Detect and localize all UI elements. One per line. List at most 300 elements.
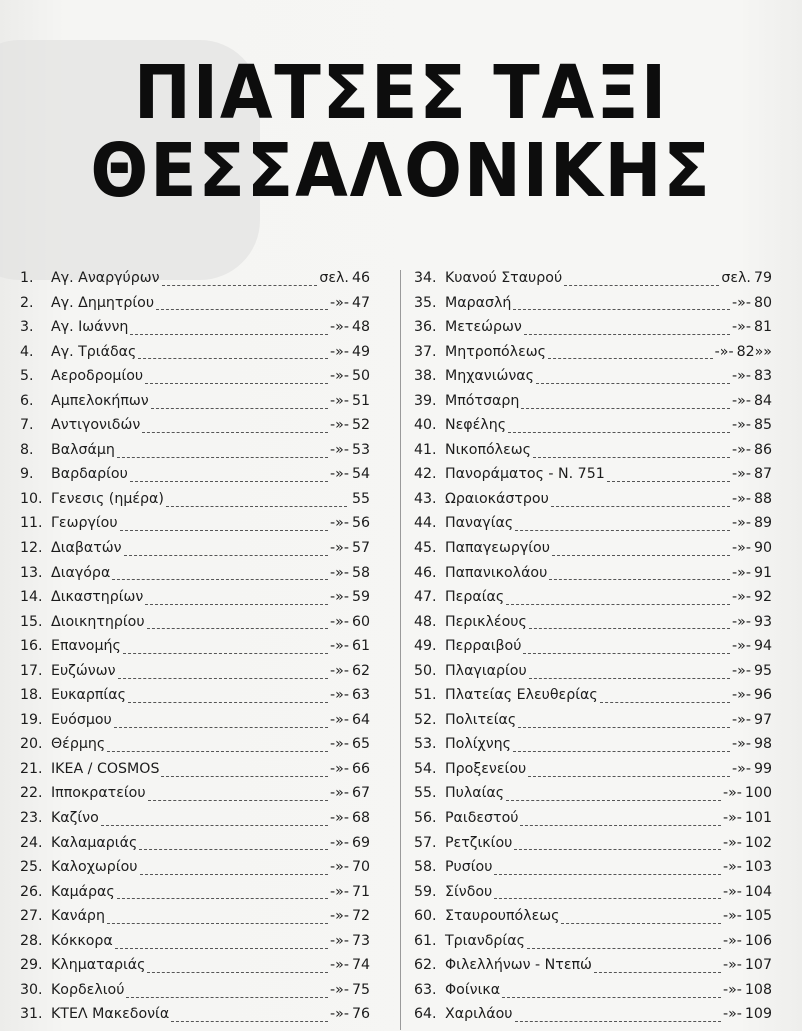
entry-number: 62.	[414, 957, 437, 974]
entry-number: 36.	[414, 319, 437, 336]
entry-page: 74	[351, 957, 370, 974]
toc-entry	[414, 614, 772, 639]
entry-name: Ρετζικίου	[445, 834, 513, 851]
leader-dashes	[528, 776, 730, 777]
entry-page: 65	[351, 736, 370, 753]
toc-entry	[414, 491, 772, 516]
entry-page: 96	[753, 687, 772, 704]
leader-dashes	[494, 898, 721, 899]
toc-entry	[414, 884, 772, 909]
entry-page: 58	[351, 564, 370, 581]
leader-dashes	[147, 628, 328, 629]
entry-number: 4.	[20, 343, 34, 360]
entry-page: 48	[351, 319, 370, 336]
toc-entry	[20, 687, 370, 712]
entry-ref: σελ.	[721, 270, 751, 286]
entry-name: Ρυσίου	[445, 859, 493, 876]
entry-name: Πανοράματος - Ν. 751	[445, 466, 605, 483]
toc-entry	[414, 982, 772, 1007]
entry-name: Πολίχνης	[445, 736, 511, 753]
entry-number: 58.	[414, 859, 437, 876]
entry-number: 50.	[414, 662, 437, 679]
leader-dashes	[161, 776, 328, 777]
leader-dashes	[151, 408, 328, 409]
entry-name: Καλαμαριάς	[51, 834, 138, 851]
entry-page: 49	[351, 343, 370, 360]
entry-number: 21.	[20, 760, 43, 777]
entry-page: 50	[351, 368, 370, 385]
entry-number: 6.	[20, 392, 34, 409]
entry-number: 7.	[20, 417, 34, 434]
entry-number: 18.	[20, 687, 43, 704]
entry-number: 43.	[414, 490, 437, 507]
leader-dashes	[156, 309, 328, 310]
toc-entry	[20, 589, 370, 614]
entry-name: Βαλσάμη	[51, 441, 115, 458]
entry-page: 64	[351, 711, 370, 728]
entry-ref: -»-	[732, 368, 751, 385]
entry-ref: -»-	[330, 834, 349, 851]
toc-entry	[20, 515, 370, 540]
entry-page: 52	[351, 417, 370, 434]
entry-ref: -»-	[722, 932, 742, 949]
entry-name: Μπότσαρη	[445, 392, 520, 409]
leader-dashes	[101, 825, 328, 826]
leader-dashes	[128, 702, 328, 703]
entry-name: Κορδελιού	[51, 981, 125, 998]
entry-page: 82»»	[736, 343, 772, 360]
entry-ref: -»-	[330, 319, 349, 336]
toc-entry	[20, 835, 370, 860]
toc-entry	[20, 785, 370, 810]
entry-number: 16.	[20, 638, 43, 655]
leader-dashes	[520, 825, 721, 826]
toc-entry	[20, 736, 370, 761]
entry-ref: -»-	[722, 810, 742, 827]
entry-ref: -»-	[330, 810, 349, 827]
entry-ref: -»-	[732, 515, 751, 532]
toc-entry	[414, 270, 772, 295]
leader-dashes	[171, 1021, 328, 1022]
leader-dashes	[529, 678, 730, 679]
entry-number: 55.	[414, 785, 437, 802]
leader-dashes	[515, 530, 730, 531]
leader-dashes	[117, 457, 328, 458]
entry-name: Πλαγιαρίου	[445, 662, 527, 679]
entry-number: 29.	[20, 957, 43, 974]
leader-dashes	[548, 358, 713, 359]
toc-entry	[20, 565, 370, 590]
entry-ref: -»-	[330, 343, 349, 360]
entry-page: 102	[744, 834, 772, 851]
entry-name: Πολιτείας	[445, 711, 517, 728]
toc-entry	[414, 810, 772, 835]
entry-ref: -»-	[330, 294, 349, 311]
toc-entry	[414, 712, 772, 737]
toc-entry	[414, 687, 772, 712]
entry-name: Μαρασλή	[445, 294, 512, 311]
entry-name: Διαβατών	[51, 540, 122, 557]
leader-dashes	[514, 849, 721, 850]
entry-page: 53	[351, 441, 370, 458]
entry-name: Μετεώρων	[445, 319, 522, 336]
entry-ref: -»-	[732, 736, 751, 753]
entry-page: 97	[753, 711, 772, 728]
leader-dashes	[552, 555, 730, 556]
entry-name: Αγ. Δημητρίου	[51, 294, 155, 311]
column-divider	[400, 270, 401, 1030]
entry-ref: -»-	[330, 368, 349, 385]
toc-entry	[20, 908, 370, 933]
entry-number: 12.	[20, 540, 43, 557]
entry-name: Δικαστηρίων	[51, 589, 144, 606]
entry-name: Κόκκορα	[51, 932, 113, 949]
toc-entry	[20, 933, 370, 958]
entry-name: Μητροπόλεως	[445, 343, 546, 360]
entry-ref: -»-	[330, 785, 349, 802]
leader-dashes	[564, 285, 719, 286]
entry-page: 47	[351, 294, 370, 311]
entry-number: 53.	[414, 736, 437, 753]
entry-ref: -»-	[732, 687, 751, 704]
leader-dashes	[130, 481, 328, 482]
entry-ref: -»-	[732, 466, 751, 483]
page-title-line1: ΠΙΑΤΣΕΣ ΤΑΞΙ	[133, 50, 669, 136]
entry-name: Σίνδου	[445, 883, 493, 900]
entry-name: Περραιβού	[445, 638, 522, 655]
entry-page: 62	[351, 662, 370, 679]
entry-name: Ευκαρπίας	[51, 687, 126, 704]
entry-ref: -»-	[330, 441, 349, 458]
entry-ref: -»-	[330, 1006, 349, 1023]
leader-dashes	[506, 604, 730, 605]
entry-name: Καλοχωρίου	[51, 859, 138, 876]
entry-number: 9.	[20, 466, 34, 483]
entry-number: 14.	[20, 589, 43, 606]
entry-page: 105	[744, 908, 772, 925]
entry-name: Διοικητηρίου	[51, 613, 145, 630]
entry-page: 109	[744, 1006, 772, 1023]
leader-dashes	[145, 604, 328, 605]
entry-ref: -»-	[732, 392, 751, 409]
entry-page: 46	[351, 270, 370, 286]
entry-name: Σταυρουπόλεως	[445, 908, 560, 925]
entry-ref: -»-	[330, 638, 349, 655]
entry-ref: -»-	[732, 564, 751, 581]
entry-name: Μηχανιώνας	[445, 368, 534, 385]
toc-entry	[414, 368, 772, 393]
entry-page: 75	[351, 981, 370, 998]
entry-ref: σελ.	[319, 270, 349, 286]
entry-number: 3.	[20, 319, 34, 336]
entry-ref: -»-	[330, 662, 349, 679]
leader-dashes	[561, 923, 721, 924]
entry-number: 22.	[20, 785, 43, 802]
entry-number: 30.	[20, 981, 43, 998]
toc-entry	[20, 295, 370, 320]
entry-name: Βαρδαρίου	[51, 466, 128, 483]
entry-name: Αγ. Ιωάννη	[51, 319, 129, 336]
toc-entry	[414, 319, 772, 344]
entry-ref: -»-	[330, 515, 349, 532]
leader-dashes	[126, 997, 328, 998]
leader-dashes	[138, 358, 328, 359]
entry-name: Προξενείου	[445, 760, 527, 777]
toc-entry	[20, 663, 370, 688]
entry-page: 57	[351, 540, 370, 557]
leader-dashes	[162, 285, 318, 286]
leader-dashes	[166, 506, 347, 507]
entry-name: Φιλελλήνων - Ντεπώ	[445, 957, 592, 974]
entry-page: 106	[744, 932, 772, 949]
entry-name: Φοίνικα	[445, 981, 501, 998]
entry-ref: -»-	[732, 613, 751, 630]
leader-dashes	[107, 923, 328, 924]
leader-dashes	[502, 997, 721, 998]
entry-name: Ευόσμου	[51, 711, 112, 728]
entry-name: Παναγίας	[445, 515, 514, 532]
entry-number: 40.	[414, 417, 437, 434]
entry-number: 15.	[20, 613, 43, 630]
entry-ref: -»-	[714, 343, 734, 360]
page-title-line2: ΘΕΣΣΑΛΟΝΙΚΗΣ	[90, 128, 712, 214]
entry-ref: -»-	[330, 908, 349, 925]
entry-number: 1.	[20, 270, 34, 286]
entry-number: 42.	[414, 466, 437, 483]
toc-entry	[20, 957, 370, 982]
entry-ref: -»-	[330, 981, 349, 998]
leader-dashes	[142, 432, 328, 433]
toc-entry	[414, 466, 772, 491]
entry-number: 19.	[20, 711, 43, 728]
toc-entry	[20, 884, 370, 909]
entry-name: ΚΤΕΛ Μακεδονία	[51, 1006, 170, 1023]
entry-name: Αεροδρομίου	[51, 368, 144, 385]
leader-dashes	[513, 309, 730, 310]
entry-ref: -»-	[330, 392, 349, 409]
entry-name: Διαγόρα	[51, 564, 111, 581]
entry-number: 24.	[20, 834, 43, 851]
leader-dashes	[506, 800, 721, 801]
entry-name: Αμπελοκήπων	[51, 392, 149, 409]
toc-entry	[414, 908, 772, 933]
entry-number: 8.	[20, 441, 34, 458]
entry-number: 26.	[20, 883, 43, 900]
entry-page: 67	[351, 785, 370, 802]
entry-number: 47.	[414, 589, 437, 606]
leader-dashes	[508, 432, 730, 433]
entry-page: 99	[753, 760, 772, 777]
toc-entry	[414, 515, 772, 540]
toc-entry	[414, 663, 772, 688]
entry-number: 46.	[414, 564, 437, 581]
toc-entry	[20, 491, 370, 516]
entry-ref: -»-	[732, 711, 751, 728]
entry-page: 91	[753, 564, 772, 581]
toc-entry	[20, 1006, 370, 1031]
leader-dashes	[120, 530, 328, 531]
entry-name: Περικλέους	[445, 613, 527, 630]
entry-number: 25.	[20, 859, 43, 876]
entry-ref: -»-	[732, 589, 751, 606]
entry-ref: -»-	[330, 736, 349, 753]
toc-entry	[414, 785, 772, 810]
entry-name: Πλατείας Ελευθερίας	[445, 687, 598, 704]
entry-page: 72	[351, 908, 370, 925]
leader-dashes	[549, 579, 730, 580]
entry-number: 52.	[414, 711, 437, 728]
entry-page: 93	[753, 613, 772, 630]
entry-ref: -»-	[732, 441, 751, 458]
entry-page: 101	[744, 810, 772, 827]
entry-page: 90	[753, 540, 772, 557]
toc-entry	[414, 442, 772, 467]
leader-dashes	[524, 334, 730, 335]
entry-ref: -»-	[330, 564, 349, 581]
entry-number: 10.	[20, 490, 43, 507]
entry-number: 2.	[20, 294, 34, 311]
entry-name: Αντιγονιδών	[51, 417, 141, 434]
entry-ref: -»-	[330, 687, 349, 704]
entry-page: 79	[753, 270, 772, 286]
toc-entry	[414, 393, 772, 418]
entry-name: Γεωργίου	[51, 515, 118, 532]
entry-number: 27.	[20, 908, 43, 925]
entry-ref: -»-	[722, 957, 742, 974]
entry-ref: -»-	[330, 613, 349, 630]
leader-dashes	[124, 555, 328, 556]
entry-name: Ωραιοκάστρου	[445, 490, 549, 507]
entry-name: Αγ. Τριάδας	[51, 343, 137, 360]
entry-name: Παπανικολάου	[445, 564, 548, 581]
entry-page: 51	[351, 392, 370, 409]
entry-number: 49.	[414, 638, 437, 655]
entry-name: Καζίνο	[51, 810, 99, 827]
toc-entry	[20, 393, 370, 418]
entry-ref: -»-	[330, 466, 349, 483]
toc-entry	[20, 270, 370, 295]
entry-page: 87	[753, 466, 772, 483]
leader-dashes	[494, 874, 721, 875]
toc-entry	[20, 344, 370, 369]
entry-page: 94	[753, 638, 772, 655]
leader-dashes	[600, 702, 730, 703]
leader-dashes	[114, 727, 328, 728]
entry-name: Νικοπόλεως	[445, 441, 531, 458]
toc-entry	[20, 712, 370, 737]
leader-dashes	[148, 800, 328, 801]
toc-entry	[20, 982, 370, 1007]
toc-entry	[414, 540, 772, 565]
toc-entry	[20, 761, 370, 786]
entry-number: 5.	[20, 368, 34, 385]
entry-number: 28.	[20, 932, 43, 949]
leader-dashes	[130, 334, 328, 335]
entry-ref: -»-	[732, 319, 751, 336]
entry-number: 59.	[414, 883, 437, 900]
entry-name: Αγ. Αναργύρων	[51, 270, 160, 286]
toc-entry	[414, 933, 772, 958]
entry-name: Ραιδεστού	[445, 810, 519, 827]
entry-page: 63	[351, 687, 370, 704]
entry-page: 68	[351, 810, 370, 827]
entry-page: 95	[753, 662, 772, 679]
entry-number: 34.	[414, 270, 437, 286]
entry-name: Επανομής	[51, 638, 121, 655]
entry-number: 57.	[414, 834, 437, 851]
toc-entry	[414, 295, 772, 320]
entry-page: 59	[351, 589, 370, 606]
leader-dashes	[607, 481, 730, 482]
entry-number: 56.	[414, 810, 437, 827]
entry-number: 17.	[20, 662, 43, 679]
toc-entry	[414, 957, 772, 982]
leader-dashes	[536, 383, 730, 384]
entry-ref: -»-	[732, 760, 751, 777]
entry-page: 80	[753, 294, 772, 311]
entry-page: 69	[351, 834, 370, 851]
entry-ref: -»-	[330, 932, 349, 949]
leader-dashes	[145, 383, 328, 384]
entry-page: 88	[753, 490, 772, 507]
entry-page: 107	[744, 957, 772, 974]
toc-entry	[414, 736, 772, 761]
toc-entry	[20, 466, 370, 491]
entry-ref: -»-	[722, 1006, 742, 1023]
entry-page: 84	[753, 392, 772, 409]
entry-ref: -»-	[732, 417, 751, 434]
entry-page: 54	[351, 466, 370, 483]
leader-dashes	[513, 751, 730, 752]
entry-page: 81	[753, 319, 772, 336]
leader-dashes	[533, 457, 730, 458]
entry-number: 61.	[414, 932, 437, 949]
leader-dashes	[594, 972, 721, 973]
entry-name: Ευζώνων	[51, 662, 116, 679]
entry-page: 73	[351, 932, 370, 949]
toc-entry	[20, 859, 370, 884]
toc-entry	[20, 540, 370, 565]
entry-number: 31.	[20, 1006, 43, 1023]
entry-ref: -»-	[732, 638, 751, 655]
entry-page: 104	[744, 883, 772, 900]
entry-name: Παπαγεωργίου	[445, 540, 550, 557]
entry-number: 64.	[414, 1006, 437, 1023]
entry-number: 37.	[414, 343, 437, 360]
entry-page: 55	[351, 490, 370, 507]
entry-ref: -»-	[330, 711, 349, 728]
entry-ref: -»-	[330, 540, 349, 557]
entry-page: 83	[753, 368, 772, 385]
leader-dashes	[112, 579, 328, 580]
entry-page: 108	[744, 981, 772, 998]
entry-number: 39.	[414, 392, 437, 409]
toc-column-right	[414, 270, 772, 1031]
entry-number: 41.	[414, 441, 437, 458]
entry-ref: -»-	[330, 883, 349, 900]
entry-number: 20.	[20, 736, 43, 753]
leader-dashes	[139, 849, 328, 850]
entry-page: 100	[744, 785, 772, 802]
entry-ref: -»-	[732, 490, 751, 507]
entry-ref: -»-	[732, 294, 751, 311]
entry-number: 45.	[414, 540, 437, 557]
toc-entry	[20, 638, 370, 663]
entry-ref: -»-	[722, 859, 742, 876]
toc-entry	[414, 589, 772, 614]
toc-column-left	[20, 270, 370, 1031]
entry-number: 13.	[20, 564, 43, 581]
